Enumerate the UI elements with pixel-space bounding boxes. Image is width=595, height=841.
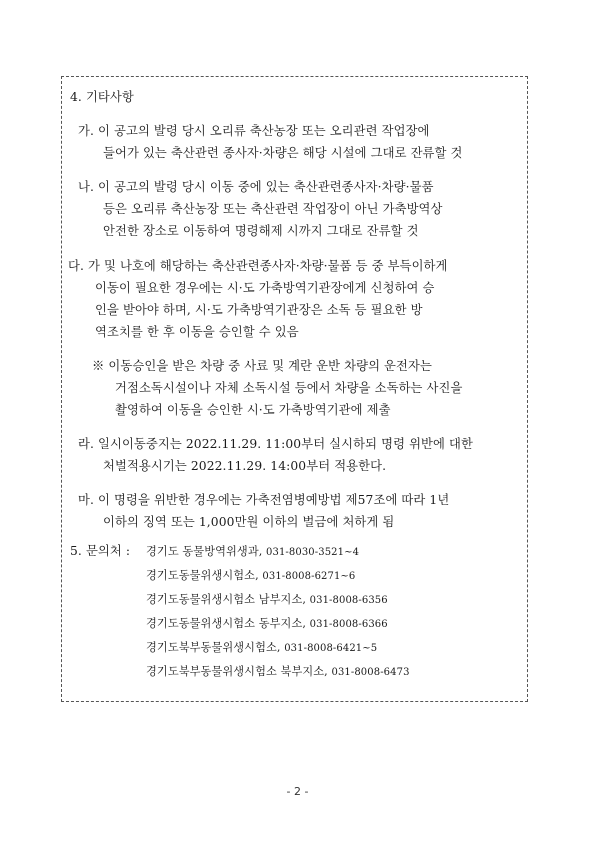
contact-name: 경기도동물위생시험소 동부지소,	[146, 617, 307, 630]
contact-item	[146, 640, 377, 656]
contact-phone: 031-8008-6271~6	[262, 571, 356, 582]
contact-phone: 031-8008-6421~5	[284, 643, 378, 654]
item-na-line-3: 안전한 장소로 이동하여 명령해제 시까지 그대로 잔류할 것	[103, 224, 419, 238]
item-da-line-2: 이동이 필요한 경우에는 시·도 가축방역기관장에게 신청하여 승	[95, 281, 435, 295]
contact-name: 경기도북부동물위생시험소,	[146, 641, 281, 654]
item-ga-line-2: 들어가 있는 축산관련 종사자·차량은 해당 시설에 그대로 잔류할 것	[103, 146, 463, 160]
contact-item	[146, 592, 388, 608]
contact-item	[146, 616, 388, 632]
item-ga-line-1: 가. 이 공고의 발령 당시 오리류 축산농장 또는 오리관련 작업장에	[78, 124, 430, 138]
contact-name: 경기도북부동물위생시험소 북부지소,	[146, 665, 328, 678]
item-ma-line-1: 마. 이 명령을 위반한 경우에는 가축전염병예방법 제57조에 따라 1년	[78, 493, 450, 507]
contact-phone: 031-8008-6356	[309, 595, 388, 606]
section-5-label: 5. 문의처 :	[70, 544, 131, 558]
contact-name: 경기도동물위생시험소 남부지소,	[146, 593, 307, 606]
item-ra-line-1: 라. 일시이동중지는 2022.11.29. 11:00부터 실시하되 명령 위반에 대한	[78, 437, 473, 451]
item-na-line-1: 나. 이 공고의 발령 당시 이동 중에 있는 축산관련종사자·차량·물품	[78, 180, 434, 194]
item-ra-line-2: 처벌적용시기는 2022.11.29. 14:00부터 적용한다.	[103, 459, 387, 473]
contact-item	[146, 664, 410, 680]
contact-item	[146, 544, 359, 560]
item-da-line-1: 다. 가 및 나호에 해당하는 축산관련종사자·차량·물품 등 중 부득이하게	[68, 259, 448, 273]
contact-phone: 031-8008-6366	[309, 619, 388, 630]
item-ma-line-2: 이하의 징역 또는 1,000만원 이하의 벌금에 처하게 됨	[103, 515, 395, 529]
note-line-3: 촬영하여 이동을 승인한 시·도 가축방역기관에 제출	[115, 403, 391, 417]
contact-item	[146, 568, 355, 584]
section-4-heading: 4. 기타사항	[70, 90, 134, 104]
page-number: - 2 -	[286, 785, 309, 798]
contact-name: 경기도 동물방역위생과,	[146, 545, 263, 558]
contact-name: 경기도동물위생시험소,	[146, 569, 259, 582]
contact-phone: 031-8008-6473	[331, 667, 410, 678]
note-line-2: 거점소독시설이나 자체 소독시설 등에서 차량을 소독하는 사진을	[115, 381, 463, 395]
item-da-line-3: 인을 받아야 하며, 시·도 가축방역기관장은 소독 등 필요한 방	[95, 303, 423, 317]
item-na-line-2: 등은 오리류 축산농장 또는 축산관련 작업장이 아닌 가축방역상	[103, 202, 443, 216]
contact-phone: 031-8030-3521~4	[266, 547, 360, 558]
item-da-line-4: 역조치를 한 후 이동을 승인할 수 있음	[95, 325, 299, 339]
note-line-1: ※ 이동승인을 받은 차량 중 사료 및 계란 운반 차량의 운전자는	[92, 359, 432, 373]
